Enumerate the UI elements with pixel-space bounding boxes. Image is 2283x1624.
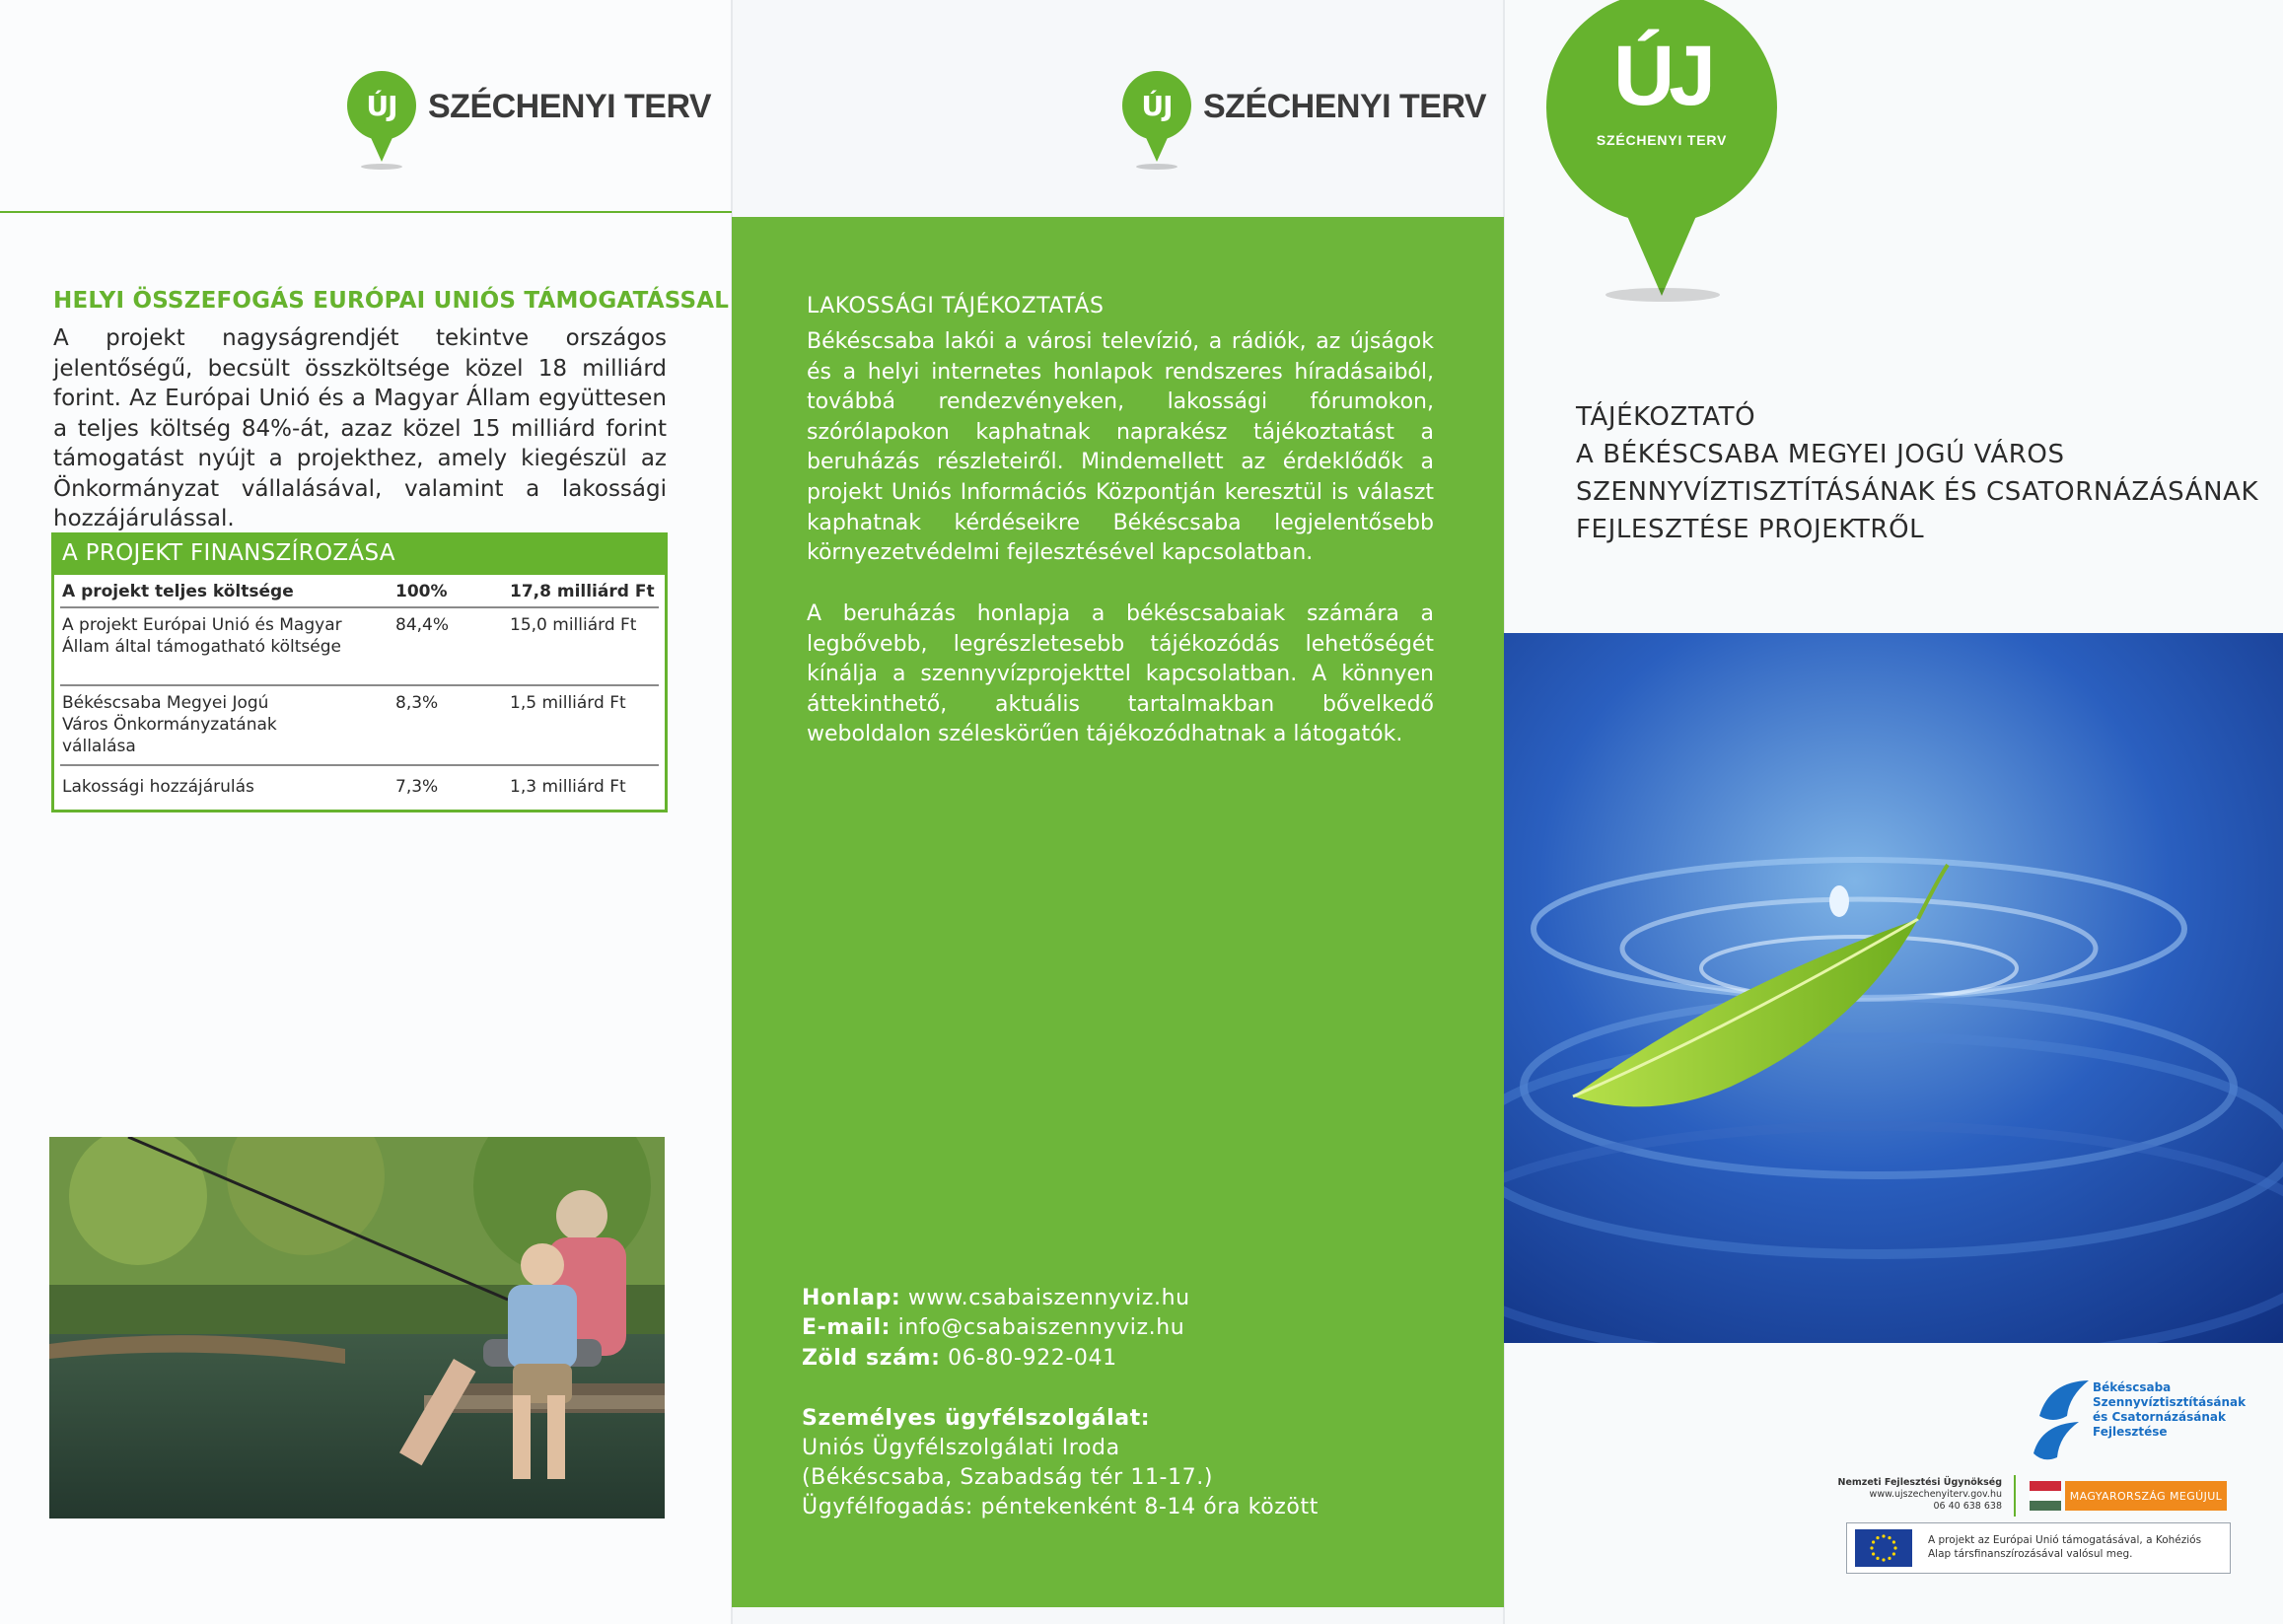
email-link[interactable]: info@csabaiszennyviz.hu — [897, 1315, 1185, 1340]
table-row — [60, 608, 659, 686]
phone-number: 06-80-922-041 — [948, 1346, 1117, 1371]
szechenyi-logo-large — [1546, 0, 1777, 306]
contact-service — [802, 1404, 1150, 1434]
service-office: Uniós Ügyfélszolgálati Iroda — [802, 1436, 1120, 1460]
contact-label: E-mail: — [802, 1315, 892, 1340]
contact-label: Zöld szám: — [802, 1346, 941, 1371]
row-amount: 17,8 milliárd Ft — [510, 582, 655, 601]
row-label: A projekt Európai Unió és Magyar Állam által támogatható költsége — [62, 615, 342, 657]
title-line: A BÉKÉSCSABA MEGYEI JOGÚ VÁROS — [1576, 440, 2065, 469]
row-percent: 84,4% — [395, 615, 450, 635]
service-address: (Békéscsaba, Szabadság tér 11-17.) — [802, 1465, 1214, 1490]
row-percent: 100% — [395, 582, 448, 601]
table-row — [60, 766, 659, 806]
water-leaf-image — [1504, 633, 2283, 1343]
title-line: SZENNYVÍZTISZTÍTÁSÁNAK ÉS CSATORNÁZÁSÁNAK — [1576, 477, 2259, 507]
brochure-title — [1576, 398, 2258, 548]
table-row — [60, 575, 659, 608]
contact-label: Honlap: — [802, 1286, 901, 1310]
section-heading: LAKOSSÁGI TÁJÉKOZTATÁS — [807, 294, 1105, 318]
contact-web — [802, 1284, 1190, 1313]
logo-wordmark: SZÉCHENYI TERV — [1203, 87, 1487, 125]
title-line: TÁJÉKOZTATÓ — [1576, 402, 1756, 432]
project-logo-text: Békéscsaba Szennyvíztisztításának és Csatornázásának Fejlesztése — [2093, 1380, 2247, 1439]
section-body: A projekt nagyságrendjét tekintve országos jelentőségű, becsült összköltsége közel 18 milliárd forint. Az Európai Unió és a Magyar Állam együttesen a teljes költség 84%-át, azaz közel 15 milliárd forint támogatást nyújt a projekthez, amely kiegészül az Önkormányzat vállalásával, valamint a lakossági hozzájárulással. — [53, 325, 667, 531]
row-amount: 1,3 milliárd Ft — [510, 777, 626, 797]
contact-phone — [802, 1344, 1117, 1374]
divider — [2014, 1475, 2016, 1517]
eu-flag-icon — [1855, 1529, 1912, 1567]
map-pin-icon: ÚJ — [1122, 71, 1191, 170]
divider — [0, 211, 732, 213]
map-pin-icon: ÚJ — [347, 71, 416, 170]
paragraph: A beruházás honlapja a békéscsabaiak számára a legbővebb, legrészletesebb tájékozódás lehetőségét kínálja a szennyvízprojekttel kapcsolatban. A könnyen áttekinthető, aktuális tartalmakban bővelkedő weboldalon széleskörűen tájékozódhatnak a látogatók. — [807, 601, 1434, 747]
contact-email — [802, 1313, 1184, 1343]
szechenyi-logo-left — [347, 71, 711, 170]
title-line: FEJLESZTÉSE PROJEKTRŐL — [1576, 515, 1925, 544]
logo-wordmark: SZÉCHENYI TERV — [428, 87, 712, 125]
nfu-phone: 06 40 638 638 — [1933, 1501, 2002, 1512]
szechenyi-logo-middle — [1122, 71, 1486, 170]
row-label: Békéscsaba Megyei Jogú Város Önkormányzatának vállalása — [62, 693, 277, 756]
table-title: A PROJEKT FINANSZÍROZÁSA — [54, 535, 665, 575]
fishing-photo — [49, 1137, 665, 1518]
logo-mark: ÚJ — [1613, 29, 1710, 123]
logo-wordmark: SZÉCHENYI TERV — [1596, 132, 1728, 148]
nfu-name: Nemzeti Fejlesztési Ügynökség — [1837, 1477, 2002, 1488]
table-row — [60, 686, 659, 766]
nfu-website[interactable]: www.ujszechenyiterv.gov.hu — [1869, 1489, 2002, 1500]
section-heading: HELYI ÖSSZEFOGÁS EURÓPAI UNIÓS TÁMOGATÁSSAL — [53, 288, 730, 314]
row-amount: 15,0 milliárd Ft — [510, 615, 637, 635]
service-hours: Ügyfélfogadás: péntekenként 8-14 óra között — [802, 1495, 1319, 1519]
row-label: Lakossági hozzájárulás — [62, 777, 254, 797]
eu-funding-text: A projekt az Európai Unió támogatásával, a Kohéziós Alap társfinanszírozásával valósul meg. — [1928, 1534, 2202, 1560]
nfu-info — [1805, 1477, 2002, 1513]
row-amount: 1,5 milliárd Ft — [510, 693, 626, 713]
financing-table — [51, 532, 668, 812]
hungary-renews-badge: MAGYARORSZÁG MEGÚJUL — [2065, 1481, 2227, 1511]
eu-funding-box — [1846, 1522, 2231, 1574]
contact-label: Személyes ügyfélszolgálat: — [802, 1406, 1151, 1431]
row-label: A projekt teljes költsége — [62, 582, 294, 601]
row-percent: 8,3% — [395, 693, 439, 713]
row-percent: 7,3% — [395, 777, 439, 797]
paragraph: Békéscsaba lakói a városi televízió, a rádiók, az újságok és a helyi internetes honlapok rendszeres híradásaiból, továbbá rendezvényeken, lakossági fórumokon, szórólapokon kaphatnak naprakész tájékoztatást a beruházás részleteiről. Mindemellett az érdeklődők a projekt Uniós Információs Központján keresztül is választ kaphatnak kérdéseikre Békéscsaba legjelentősebb környezetvédelmi fejlesztésével kapcsolatban. — [807, 329, 1434, 566]
website-link[interactable]: www.csabaiszennyviz.hu — [907, 1286, 1190, 1310]
hungarian-flag-icon — [2030, 1481, 2061, 1511]
